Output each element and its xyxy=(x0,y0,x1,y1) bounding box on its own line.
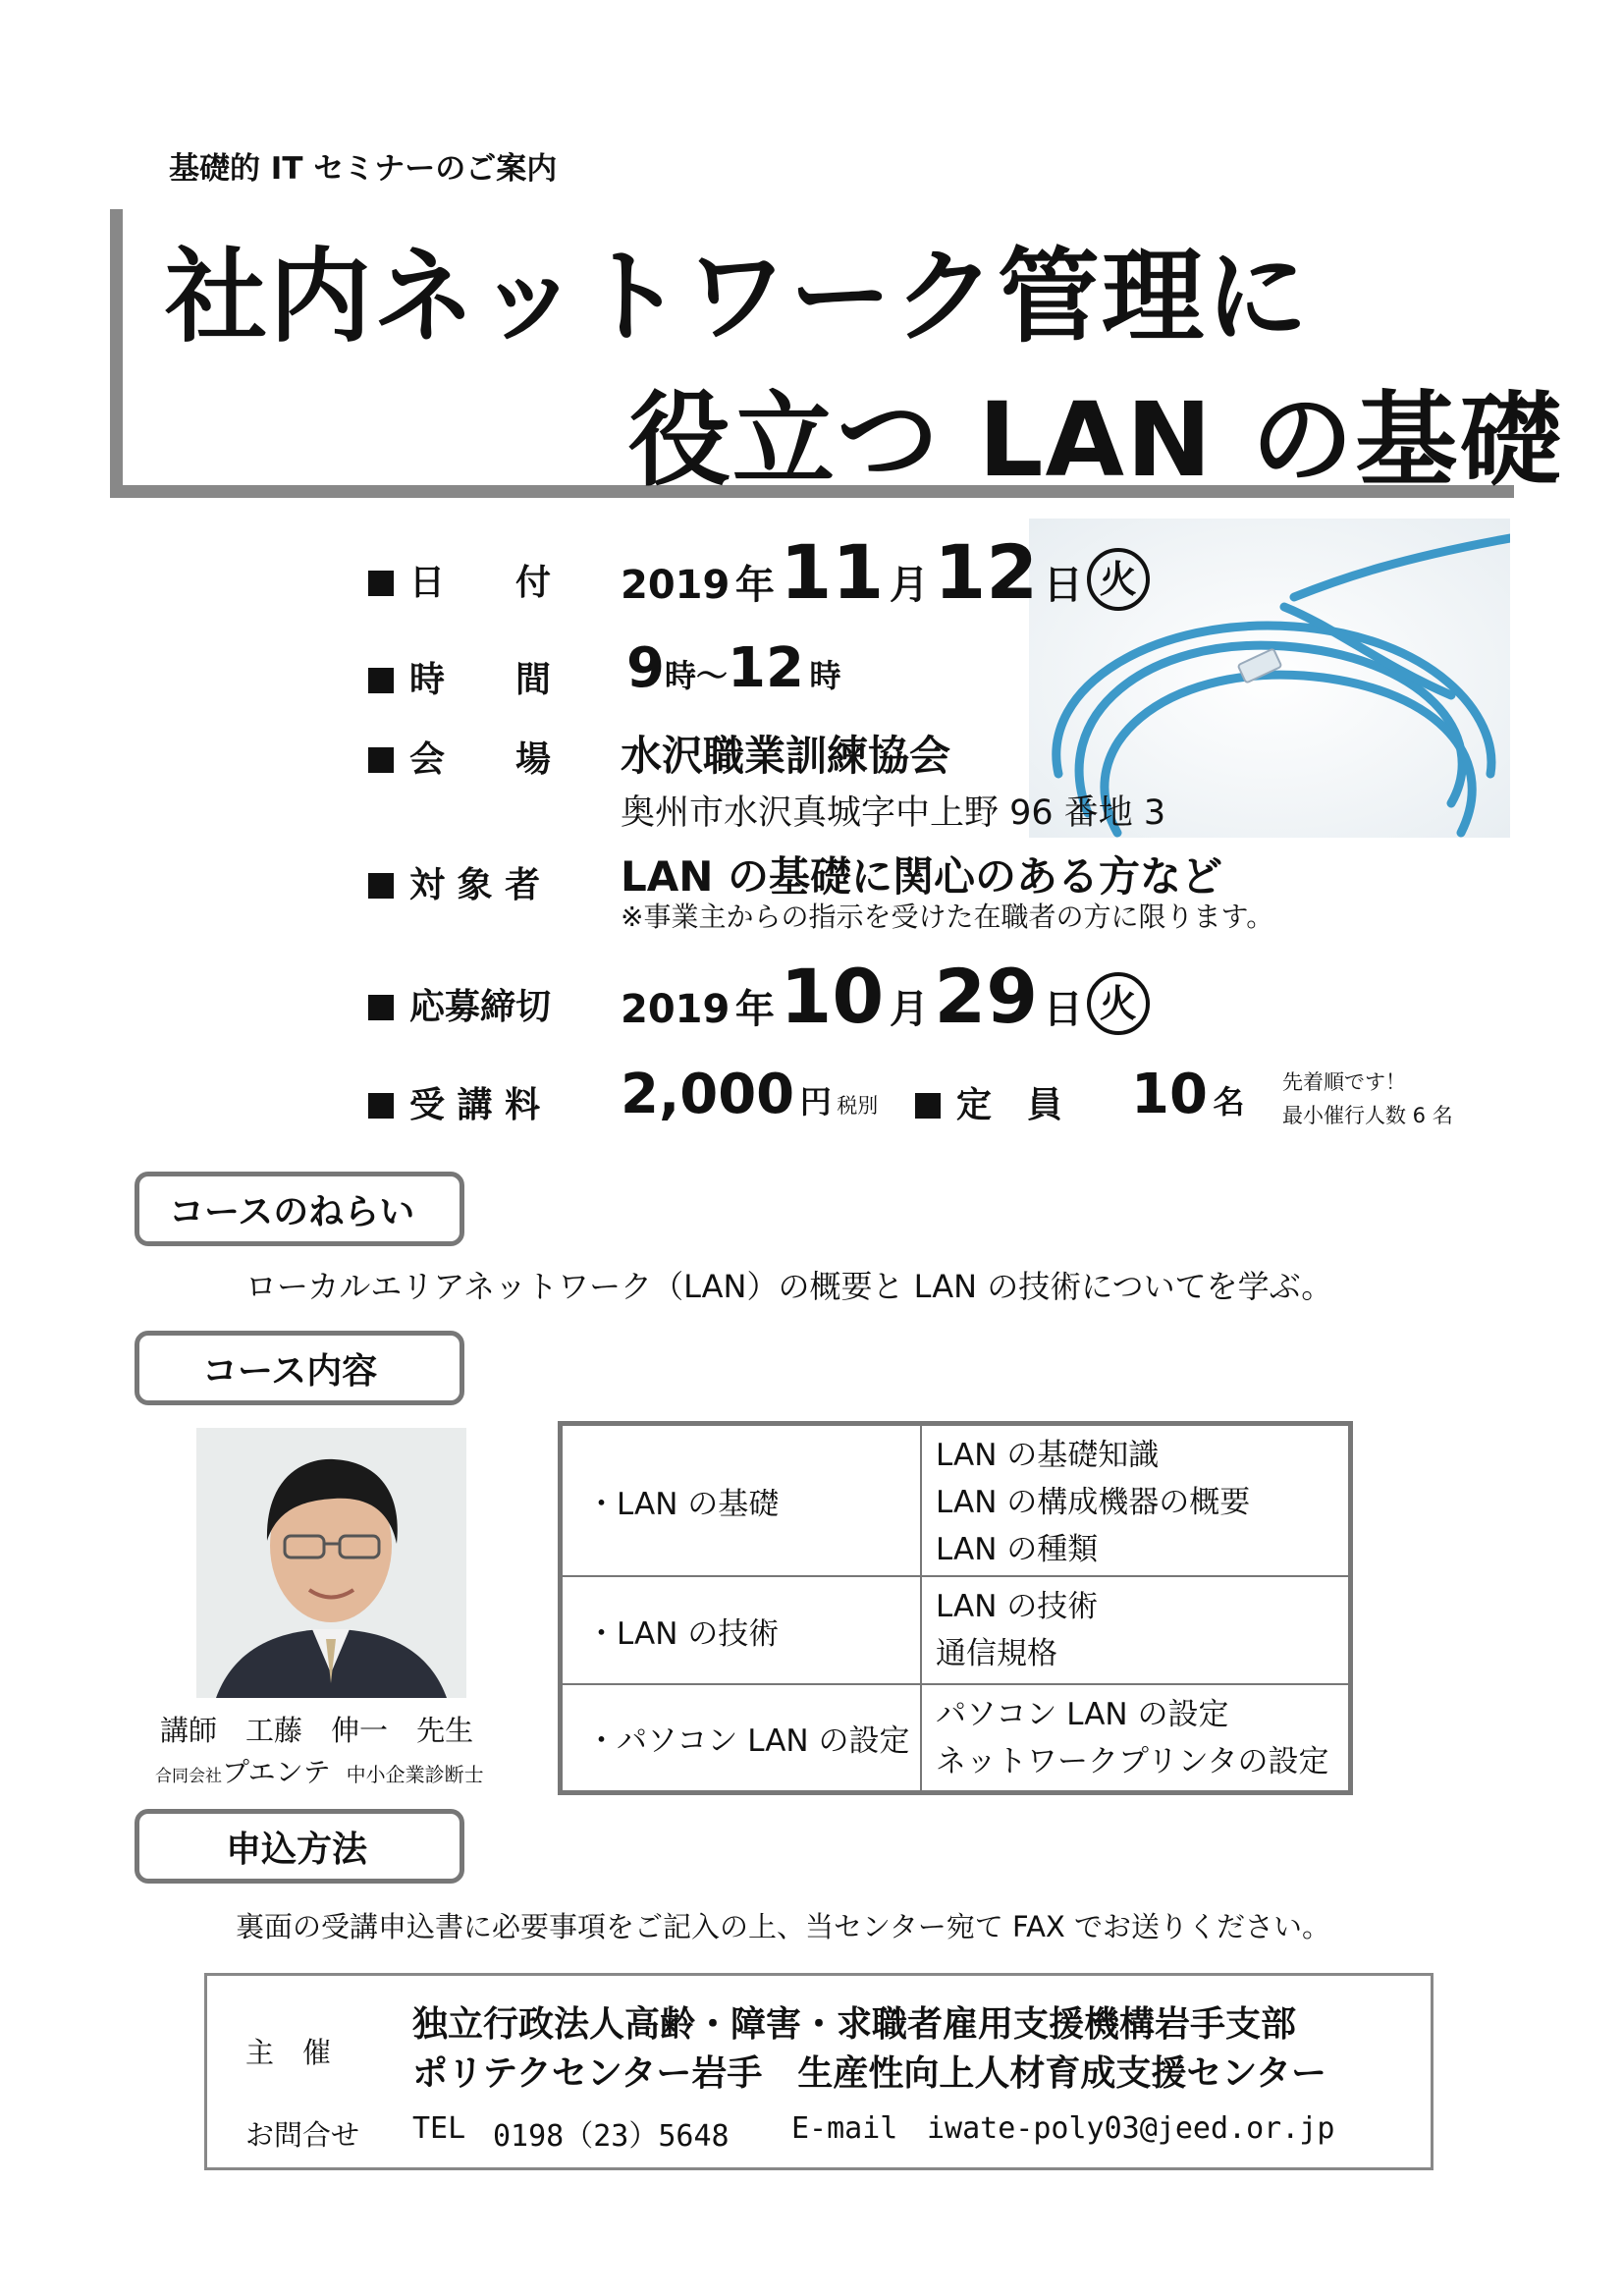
topic-cell: ・LAN の基礎 xyxy=(563,1426,922,1575)
capacity-label: 定 員 xyxy=(915,1077,1062,1127)
target-label: 対 象 者 xyxy=(368,857,540,907)
fee-label: 受 講 料 xyxy=(368,1077,540,1127)
host-line-2: ポリテクセンター岩手 生産性向上人材育成支援センター xyxy=(412,2053,1326,2094)
aim-section-tab: コースのねらい xyxy=(135,1172,464,1246)
instructor-affiliation: 合同会社プエンテ 中小企業診断士 xyxy=(155,1756,484,1788)
course-content-table xyxy=(558,1421,1353,1795)
bullet-square xyxy=(915,1093,941,1119)
bullet-square xyxy=(368,747,394,773)
weekday-circle: 火 xyxy=(1087,548,1150,611)
bullet-square xyxy=(368,1093,394,1119)
time-value: 9時〜12 時 xyxy=(626,636,841,700)
tel-number: 0198（23）5648 xyxy=(493,2119,730,2154)
table-row xyxy=(563,1577,1348,1685)
items-cell: LAN の技術 通信規格 xyxy=(936,1589,1099,1671)
weekday-circle: 火 xyxy=(1087,972,1150,1035)
deadline-label: 応募締切 xyxy=(368,979,551,1029)
email-address[interactable]: iwate-poly03@jeed.or.jp xyxy=(927,2111,1335,2146)
title-line-1: 社内ネットワーク管理に xyxy=(165,237,1311,356)
deadline-value: 2019 年 10 月 29 日 火 xyxy=(621,953,1150,1040)
venue-label: 会 場 xyxy=(368,732,551,782)
capacity-note-1: 先着順です！ xyxy=(1282,1070,1406,1094)
aim-text: ローカルエリアネットワーク（LAN）の概要と LAN の技術についてを学ぶ。 xyxy=(245,1268,1333,1305)
instructor-photo xyxy=(196,1428,466,1698)
email-label: E-mail xyxy=(791,2111,898,2146)
host-line-1: 独立行政法人高齢・障害・求職者雇用支援機構岩手支部 xyxy=(412,2004,1297,2045)
instructor-caption: 講師 工藤 伸一 先生 xyxy=(160,1714,474,1747)
contact-label: お問合せ xyxy=(245,2118,360,2152)
tel-label: TEL xyxy=(412,2111,466,2146)
date-value: 2019 年 11 月 12 日 火 xyxy=(621,528,1150,616)
apply-text: 裏面の受講申込書に必要事項をご記入の上、当センター宛て FAX でお送りください。 xyxy=(236,1910,1331,1943)
bullet-square xyxy=(368,571,394,596)
content-section-tab: コース内容 xyxy=(135,1331,464,1405)
topic-cell: ・LAN の技術 xyxy=(563,1577,922,1683)
items-cell: LAN の基礎知識 LAN の構成機器の概要 LAN の種類 xyxy=(936,1438,1251,1567)
fee-value: 2,000 円 税別 xyxy=(621,1063,879,1126)
capacity-note-2: 最小催行人数 6 名 xyxy=(1282,1104,1453,1127)
title-line-2: 役立つ LAN の基礎 xyxy=(628,380,1564,500)
target-value: LAN の基礎に関心のある方など xyxy=(621,852,1223,901)
items-cell: パソコン LAN の設定 ネットワークプリンタの設定 xyxy=(936,1697,1329,1779)
venue-name: 水沢職業訓練協会 xyxy=(621,732,951,780)
capacity-value: 10 名 xyxy=(1131,1063,1245,1126)
venue-address: 奥州市水沢真城字中上野 96 番地 3 xyxy=(621,793,1166,833)
topic-cell: ・パソコン LAN の設定 xyxy=(563,1685,922,1790)
date-label: 日 付 xyxy=(368,555,551,605)
bullet-square xyxy=(368,995,394,1020)
time-label: 時 間 xyxy=(368,652,551,702)
bullet-square xyxy=(368,668,394,693)
target-note: ※事業主からの指示を受けた在職者の方に限ります。 xyxy=(621,901,1274,933)
host-label: 主 催 xyxy=(245,2036,332,2069)
apply-section-tab: 申込方法 xyxy=(135,1809,464,1884)
table-row xyxy=(563,1426,1348,1577)
bullet-square xyxy=(368,873,394,899)
table-row xyxy=(563,1685,1348,1790)
seminar-subtitle: 基礎的 IT セミナーのご案内 xyxy=(169,151,558,187)
